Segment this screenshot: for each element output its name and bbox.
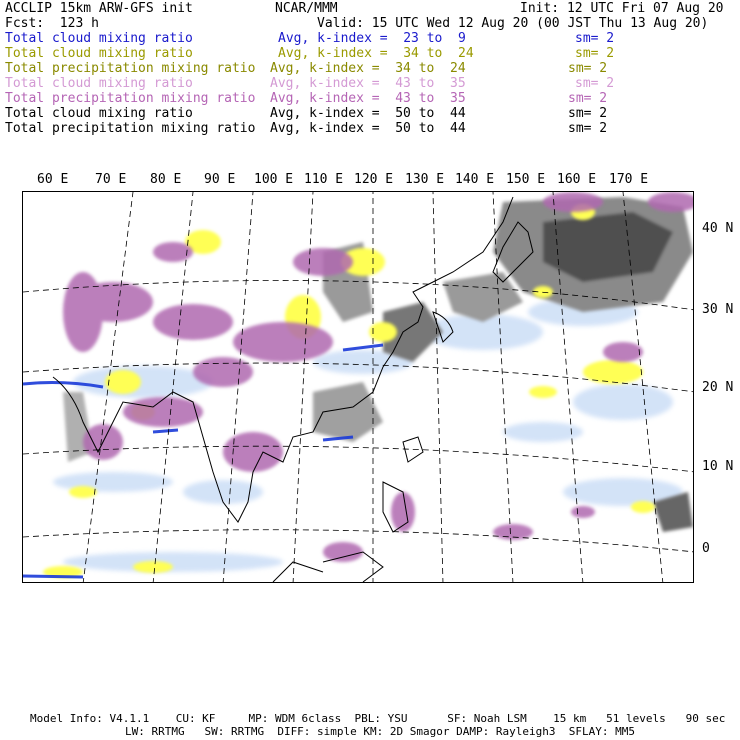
field-level-range: Avg, k-index = 23 to 9 bbox=[278, 31, 466, 46]
valid-time: Valid: 15 UTC Wed 12 Aug 20 (00 JST Thu 13 Aug 20) bbox=[317, 16, 709, 31]
field-smoothing: sm= 2 bbox=[568, 91, 608, 106]
longitude-label: 170 E bbox=[609, 172, 649, 187]
longitude-label: 100 E bbox=[254, 172, 294, 187]
center-name: NCAR/MMM bbox=[275, 1, 338, 16]
field-name: Total precipitation mixing ratio bbox=[5, 121, 256, 136]
model-info-line-1: Model Info: V4.1.1 CU: KF MP: WDM 6class PBL: YSU SF: Noah LSM 15 km 51 levels 90 sec bbox=[30, 712, 726, 725]
field-smoothing: sm= 2 bbox=[575, 76, 615, 91]
map-svg bbox=[23, 192, 694, 583]
field-name: Total precipitation mixing ratio bbox=[5, 61, 256, 76]
latitude-label: 0 bbox=[702, 541, 710, 556]
field-smoothing: sm= 2 bbox=[568, 121, 608, 136]
longitude-label: 70 E bbox=[95, 172, 127, 187]
field-level-range: Avg, k-index = 34 to 24 bbox=[270, 61, 466, 76]
field-name: Total precipitation mixing ratio bbox=[5, 91, 256, 106]
init-time: Init: 12 UTC Fri 07 Aug 20 bbox=[520, 1, 724, 16]
longitude-label: 130 E bbox=[405, 172, 445, 187]
longitude-label: 160 E bbox=[557, 172, 597, 187]
field-level-range: Avg, k-index = 34 to 24 bbox=[278, 46, 474, 61]
latitude-label: 10 N bbox=[702, 459, 734, 474]
field-level-range: Avg, k-index = 43 to 35 bbox=[270, 91, 466, 106]
longitude-label: 140 E bbox=[455, 172, 495, 187]
field-smoothing: sm= 2 bbox=[568, 61, 608, 76]
field-level-range: Avg, k-index = 50 to 44 bbox=[270, 121, 466, 136]
field-smoothing: sm= 2 bbox=[568, 106, 608, 121]
longitude-label: 120 E bbox=[354, 172, 394, 187]
model-info-line-2: LW: RRTMG SW: RRTMG DIFF: simple KM: 2D Smagor DAMP: Rayleigh3 SFLAY: MM5 bbox=[125, 725, 635, 738]
longitude-label: 90 E bbox=[204, 172, 236, 187]
longitude-label: 150 E bbox=[506, 172, 546, 187]
longitude-label: 60 E bbox=[37, 172, 69, 187]
latitude-label: 20 N bbox=[702, 380, 734, 395]
field-name: Total cloud mixing ratio bbox=[5, 46, 193, 61]
latitude-label: 40 N bbox=[702, 221, 734, 236]
field-level-range: Avg, k-index = 43 to 35 bbox=[270, 76, 466, 91]
longitude-label: 110 E bbox=[304, 172, 344, 187]
model-title: ACCLIP 15km ARW-GFS init bbox=[5, 1, 193, 16]
field-name: Total cloud mixing ratio bbox=[5, 106, 193, 121]
map-panel bbox=[22, 191, 694, 583]
forecast-hour: Fcst: 123 h bbox=[5, 16, 99, 31]
field-smoothing: sm= 2 bbox=[575, 46, 615, 61]
field-level-range: Avg, k-index = 50 to 44 bbox=[270, 106, 466, 121]
latitude-label: 30 N bbox=[702, 302, 734, 317]
longitude-label: 80 E bbox=[150, 172, 182, 187]
field-name: Total cloud mixing ratio bbox=[5, 31, 193, 46]
field-smoothing: sm= 2 bbox=[575, 31, 615, 46]
field-name: Total cloud mixing ratio bbox=[5, 76, 193, 91]
